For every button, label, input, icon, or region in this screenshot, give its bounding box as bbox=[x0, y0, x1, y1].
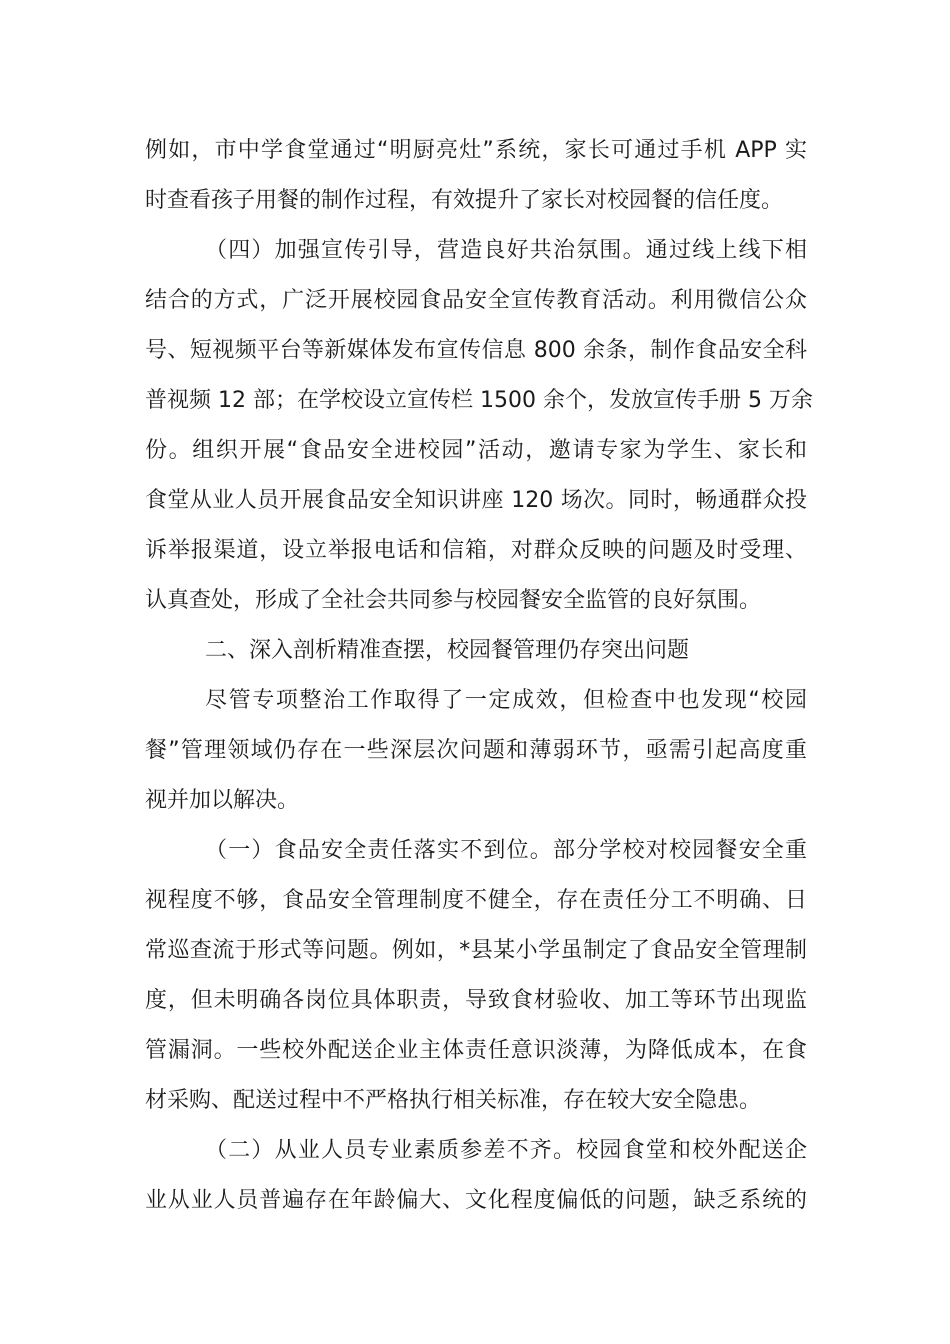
paragraph-line: 结合的方式，广泛开展校园食品安全宣传教育活动。利用微信公众 bbox=[145, 288, 807, 313]
paragraph-line: 例如，市中学食堂通过“明厨亮灶”系统，家长可通过手机 APP 实 bbox=[145, 138, 807, 163]
paragraph-line: 普视频 12 部；在学校设立宣传栏 1500 余个，发放宣传手册 5 万余 bbox=[145, 388, 813, 413]
paragraph-line: 材采购、配送过程中不严格执行相关标准，存在较大安全隐患。 bbox=[145, 1088, 762, 1113]
paragraph-line: （四）加强宣传引导，营造良好共治氛围。通过线上线下相 bbox=[205, 238, 807, 263]
paragraph-line: 食堂从业人员开展食品安全知识讲座 120 场次。同时，畅通群众投 bbox=[145, 488, 807, 513]
paragraph-line: 度，但未明确各岗位具体职责，导致食材验收、加工等环节出现监 bbox=[145, 988, 807, 1013]
paragraph-line: 业从业人员普遍存在年龄偏大、文化程度偏低的问题，缺乏系统的 bbox=[145, 1188, 807, 1213]
paragraph-line: 时查看孩子用餐的制作过程，有效提升了家长对校园餐的信任度。 bbox=[145, 188, 784, 213]
paragraph-line: 诉举报渠道，设立举报电话和信箱，对群众反映的问题及时受理、 bbox=[145, 538, 807, 563]
paragraph-line: 份。组织开展“食品安全进校园”活动，邀请专家为学生、家长和 bbox=[145, 438, 807, 463]
paragraph-line: 常巡查流于形式等问题。例如，*县某小学虽制定了食品安全管理制 bbox=[145, 938, 807, 963]
paragraph-line: 视程度不够，食品安全管理制度不健全，存在责任分工不明确、日 bbox=[145, 888, 807, 913]
paragraph-line: 视并加以解决。 bbox=[145, 788, 300, 813]
paragraph-line: 尽管专项整治工作取得了一定成效，但检查中也发现“校园 bbox=[205, 688, 807, 713]
paragraph-line: 认真查处，形成了全社会共同参与校园餐安全监管的良好氛围。 bbox=[145, 588, 762, 613]
paragraph-line: （二）从业人员专业素质参差不齐。校园食堂和校外配送企 bbox=[205, 1138, 807, 1163]
paragraph-line: 餐”管理领域仍存在一些深层次问题和薄弱环节，亟需引起高度重 bbox=[145, 738, 807, 763]
paragraph-line: 号、短视频平台等新媒体发布宣传信息 800 余条，制作食品安全科 bbox=[145, 338, 807, 363]
paragraph-line: （一）食品安全责任落实不到位。部分学校对校园餐安全重 bbox=[205, 838, 807, 863]
section-heading: 二、深入剖析精准查摆，校园餐管理仍存突出问题 bbox=[205, 638, 690, 663]
paragraph-line: 管漏洞。一些校外配送企业主体责任意识淡薄，为降低成本，在食 bbox=[145, 1038, 807, 1063]
